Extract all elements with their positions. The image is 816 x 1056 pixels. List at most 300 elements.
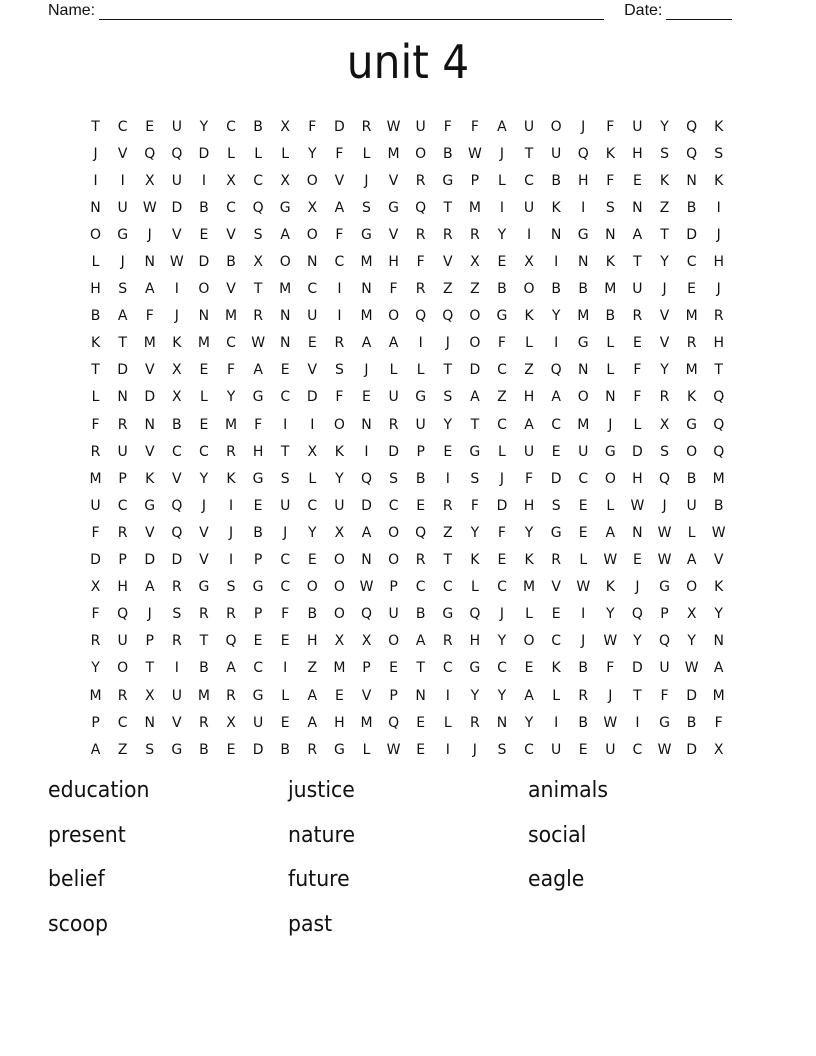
grid-cell[interactable]: E <box>497 552 507 569</box>
grid-cell[interactable]: F <box>606 660 615 677</box>
grid-cell[interactable]: D <box>306 389 318 406</box>
grid-cell[interactable]: Z <box>442 524 453 541</box>
grid-cell[interactable]: Z <box>442 281 453 298</box>
grid-cell[interactable]: Y <box>470 687 480 704</box>
grid-cell[interactable]: R <box>469 226 480 243</box>
grid-cell[interactable]: C <box>226 335 236 352</box>
grid-cell[interactable]: J <box>364 362 369 379</box>
grid-cell[interactable]: I <box>716 199 721 216</box>
grid-cell[interactable]: U <box>686 497 697 514</box>
grid-cell[interactable]: E <box>497 254 507 271</box>
grid-cell[interactable]: D <box>686 741 697 758</box>
grid-cell[interactable]: G <box>577 335 589 352</box>
grid-cell[interactable]: M <box>224 308 238 325</box>
grid-cell[interactable]: T <box>443 552 453 569</box>
grid-cell[interactable]: G <box>659 579 670 596</box>
grid-cell[interactable]: J <box>608 416 613 433</box>
grid-cell[interactable]: N <box>90 199 101 216</box>
grid-cell[interactable]: I <box>337 281 342 298</box>
grid-cell[interactable]: K <box>605 145 615 162</box>
grid-cell[interactable]: E <box>632 552 642 569</box>
grid-cell[interactable]: E <box>416 714 426 731</box>
grid-cell[interactable]: E <box>416 741 426 758</box>
grid-cell[interactable]: X <box>172 362 182 379</box>
grid-cell[interactable]: J <box>581 118 586 135</box>
grid-cell[interactable]: X <box>470 254 480 271</box>
grid-cell[interactable]: R <box>199 714 209 731</box>
grid-cell[interactable]: A <box>713 660 724 677</box>
grid-cell[interactable]: J <box>635 579 640 596</box>
grid-cell[interactable]: A <box>361 335 372 352</box>
grid-cell[interactable]: D <box>632 660 643 677</box>
grid-cell[interactable]: H <box>252 443 264 460</box>
grid-cell[interactable]: M <box>360 308 373 325</box>
grid-cell[interactable]: X <box>144 687 155 704</box>
grid-cell[interactable]: V <box>199 552 209 569</box>
grid-cell[interactable]: N <box>605 389 616 406</box>
grid-cell[interactable]: B <box>686 470 697 487</box>
grid-cell[interactable]: T <box>118 335 127 352</box>
grid-cell[interactable]: N <box>198 308 210 325</box>
grid-cell[interactable]: J <box>364 172 369 189</box>
grid-cell[interactable]: T <box>416 660 425 677</box>
grid-cell[interactable]: I <box>228 497 234 514</box>
grid-cell[interactable]: C <box>497 362 507 379</box>
grid-cell[interactable]: Q <box>686 118 698 135</box>
grid-cell[interactable]: P <box>389 687 398 704</box>
grid-cell[interactable]: R <box>253 308 263 325</box>
grid-cell[interactable]: S <box>118 281 128 298</box>
grid-cell[interactable]: M <box>197 335 210 352</box>
grid-cell[interactable]: G <box>496 308 508 325</box>
grid-cell[interactable]: Q <box>225 633 237 650</box>
grid-cell[interactable]: S <box>145 741 155 758</box>
grid-cell[interactable]: R <box>686 335 697 352</box>
grid-cell[interactable]: U <box>307 308 318 325</box>
grid-cell[interactable]: S <box>660 443 669 460</box>
grid-cell[interactable]: A <box>253 362 263 379</box>
grid-cell[interactable]: C <box>524 741 534 758</box>
grid-cell[interactable]: J <box>201 497 206 514</box>
grid-cell[interactable]: V <box>551 579 561 596</box>
grid-cell[interactable]: W <box>603 633 618 650</box>
grid-cell[interactable]: L <box>362 741 371 758</box>
grid-cell[interactable]: A <box>307 714 318 731</box>
grid-cell[interactable]: V <box>442 254 453 271</box>
grid-cell[interactable]: L <box>91 254 100 271</box>
grid-cell[interactable]: F <box>443 118 452 135</box>
grid-cell[interactable]: A <box>144 579 155 596</box>
grid-cell[interactable]: Y <box>524 714 534 731</box>
grid-cell[interactable]: Z <box>117 741 128 758</box>
grid-cell[interactable]: G <box>469 443 481 460</box>
grid-cell[interactable]: J <box>445 335 450 352</box>
grid-cell[interactable]: I <box>418 335 423 352</box>
grid-cell[interactable]: V <box>388 226 399 243</box>
grid-cell[interactable]: A <box>470 389 480 406</box>
grid-cell[interactable]: R <box>117 524 128 541</box>
grid-cell[interactable]: X <box>307 443 318 460</box>
grid-cell[interactable]: R <box>442 497 453 514</box>
grid-cell[interactable]: D <box>388 443 399 460</box>
grid-cell[interactable]: U <box>388 606 399 623</box>
grid-cell[interactable]: A <box>415 633 426 650</box>
grid-cell[interactable]: N <box>307 254 318 271</box>
grid-cell[interactable]: R <box>226 687 236 704</box>
grid-cell[interactable]: C <box>551 416 562 433</box>
grid-cell[interactable]: V <box>144 524 155 541</box>
grid-cell[interactable]: M <box>577 416 590 433</box>
grid-cell[interactable]: F <box>91 524 100 541</box>
grid-cell[interactable]: D <box>144 552 156 569</box>
grid-cell[interactable]: L <box>281 687 290 704</box>
grid-cell[interactable]: U <box>117 633 128 650</box>
grid-cell[interactable]: L <box>579 552 588 569</box>
grid-cell[interactable]: C <box>442 579 453 596</box>
grid-cell[interactable]: K <box>714 118 724 135</box>
grid-cell[interactable]: N <box>279 308 291 325</box>
grid-cell[interactable]: C <box>497 579 507 596</box>
grid-cell[interactable]: O <box>415 145 427 162</box>
grid-cell[interactable]: A <box>524 416 534 433</box>
grid-cell[interactable]: E <box>389 660 398 677</box>
grid-cell[interactable]: G <box>686 416 698 433</box>
grid-cell[interactable]: A <box>280 226 290 243</box>
grid-cell[interactable]: J <box>662 497 667 514</box>
grid-cell[interactable]: M <box>333 660 346 677</box>
grid-cell[interactable]: F <box>335 389 344 406</box>
grid-cell[interactable]: V <box>659 308 670 325</box>
grid-cell[interactable]: P <box>91 714 100 731</box>
grid-cell[interactable]: C <box>226 118 236 135</box>
grid-cell[interactable]: V <box>226 281 236 298</box>
grid-cell[interactable]: R <box>415 226 426 243</box>
grid-cell[interactable]: U <box>415 416 426 433</box>
grid-cell[interactable]: K <box>605 579 615 596</box>
grid-cell[interactable]: H <box>469 633 481 650</box>
grid-cell[interactable]: E <box>551 443 561 460</box>
grid-cell[interactable]: C <box>117 714 128 731</box>
grid-cell[interactable]: G <box>198 579 210 596</box>
grid-cell[interactable]: U <box>334 497 345 514</box>
grid-cell[interactable]: U <box>523 118 535 135</box>
grid-cell[interactable]: C <box>334 254 345 271</box>
grid-cell[interactable]: X <box>144 172 155 189</box>
grid-cell[interactable]: J <box>472 741 477 758</box>
grid-cell[interactable]: R <box>226 606 236 623</box>
grid-cell[interactable]: C <box>415 579 426 596</box>
grid-cell[interactable]: R <box>171 579 182 596</box>
grid-cell[interactable]: O <box>117 660 129 677</box>
grid-cell[interactable]: B <box>551 172 561 189</box>
grid-cell[interactable]: W <box>359 579 374 596</box>
grid-cell[interactable]: A <box>144 281 155 298</box>
grid-cell[interactable]: E <box>632 172 642 189</box>
grid-cell[interactable]: O <box>333 579 345 596</box>
grid-cell[interactable]: T <box>660 226 669 243</box>
grid-cell[interactable]: J <box>581 633 586 650</box>
grid-cell[interactable]: V <box>361 687 372 704</box>
grid-cell[interactable]: A <box>686 552 697 569</box>
grid-cell[interactable]: K <box>172 335 182 352</box>
grid-cell[interactable]: D <box>686 687 697 704</box>
grid-cell[interactable]: N <box>686 172 697 189</box>
grid-cell[interactable]: F <box>497 524 506 541</box>
grid-cell[interactable]: Y <box>524 524 534 541</box>
grid-cell[interactable]: W <box>603 552 618 569</box>
grid-cell[interactable]: G <box>361 226 372 243</box>
grid-cell[interactable]: Q <box>659 470 671 487</box>
grid-cell[interactable]: I <box>635 714 640 731</box>
grid-cell[interactable]: Q <box>713 389 725 406</box>
grid-cell[interactable]: Q <box>631 606 643 623</box>
grid-cell[interactable]: Q <box>415 524 427 541</box>
grid-cell[interactable]: E <box>551 606 561 623</box>
grid-cell[interactable]: A <box>117 308 128 325</box>
grid-cell[interactable]: M <box>604 281 617 298</box>
grid-cell[interactable]: O <box>550 118 562 135</box>
grid-cell[interactable]: P <box>470 172 480 189</box>
grid-cell[interactable]: V <box>659 335 670 352</box>
grid-cell[interactable]: Y <box>687 633 696 650</box>
grid-cell[interactable]: S <box>362 199 371 216</box>
grid-cell[interactable]: S <box>497 741 507 758</box>
grid-cell[interactable]: S <box>660 145 669 162</box>
grid-cell[interactable]: U <box>171 118 182 135</box>
grid-cell[interactable]: V <box>144 362 155 379</box>
grid-cell[interactable]: I <box>310 416 315 433</box>
grid-cell[interactable]: W <box>576 579 591 596</box>
grid-cell[interactable]: J <box>499 145 505 162</box>
grid-cell[interactable]: T <box>470 416 480 433</box>
grid-cell[interactable]: B <box>172 416 182 433</box>
grid-cell[interactable]: N <box>632 524 643 541</box>
grid-cell[interactable]: J <box>716 281 721 298</box>
grid-cell[interactable]: A <box>524 687 534 704</box>
grid-cell[interactable]: R <box>713 308 724 325</box>
grid-cell[interactable]: C <box>524 172 534 189</box>
grid-cell[interactable]: D <box>198 254 210 271</box>
grid-cell[interactable]: K <box>90 335 101 352</box>
grid-cell[interactable]: H <box>90 281 101 298</box>
grid-cell[interactable]: J <box>716 226 721 243</box>
grid-cell[interactable]: K <box>605 254 615 271</box>
grid-cell[interactable]: A <box>388 335 399 352</box>
grid-cell[interactable]: J <box>147 606 152 623</box>
grid-cell[interactable]: J <box>499 606 505 623</box>
grid-cell[interactable]: X <box>226 172 236 189</box>
grid-cell[interactable]: R <box>551 552 561 569</box>
grid-cell[interactable]: B <box>442 145 453 162</box>
grid-cell[interactable]: C <box>497 660 507 677</box>
grid-cell[interactable]: F <box>660 687 669 704</box>
grid-cell[interactable]: R <box>415 552 426 569</box>
grid-cell[interactable]: Z <box>470 281 480 298</box>
grid-cell[interactable]: Y <box>226 389 236 406</box>
grid-cell[interactable]: F <box>525 470 534 487</box>
grid-cell[interactable]: I <box>228 552 234 569</box>
grid-cell[interactable]: R <box>659 389 670 406</box>
grid-cell[interactable]: Q <box>415 199 427 216</box>
grid-cell[interactable]: P <box>118 470 127 487</box>
grid-cell[interactable]: C <box>578 470 589 487</box>
grid-cell[interactable]: G <box>604 443 616 460</box>
grid-cell[interactable]: M <box>712 470 725 487</box>
grid-cell[interactable]: K <box>334 443 344 460</box>
grid-cell[interactable]: Q <box>171 145 183 162</box>
grid-cell[interactable]: A <box>497 118 507 135</box>
grid-cell[interactable]: U <box>415 118 426 135</box>
grid-cell[interactable]: D <box>334 118 345 135</box>
grid-cell[interactable]: Z <box>524 362 534 379</box>
grid-cell[interactable]: P <box>118 552 127 569</box>
grid-cell[interactable]: Q <box>144 145 156 162</box>
grid-cell[interactable]: F <box>335 145 344 162</box>
grid-cell[interactable]: U <box>280 497 291 514</box>
grid-cell[interactable]: E <box>253 497 263 514</box>
grid-cell[interactable]: X <box>90 579 101 596</box>
grid-cell[interactable]: I <box>554 254 559 271</box>
grid-cell[interactable]: Y <box>470 524 480 541</box>
grid-cell[interactable]: Z <box>497 389 507 406</box>
grid-cell[interactable]: L <box>443 714 452 731</box>
grid-cell[interactable]: W <box>711 524 726 541</box>
grid-cell[interactable]: T <box>633 254 642 271</box>
grid-cell[interactable]: W <box>251 335 266 352</box>
grid-cell[interactable]: C <box>280 389 291 406</box>
grid-cell[interactable]: R <box>442 226 453 243</box>
grid-cell[interactable]: O <box>90 226 102 243</box>
grid-cell[interactable]: N <box>361 416 372 433</box>
grid-cell[interactable]: A <box>361 524 372 541</box>
grid-cell[interactable]: I <box>445 470 450 487</box>
grid-cell[interactable]: G <box>415 389 427 406</box>
grid-cell[interactable]: C <box>253 660 263 677</box>
grid-cell[interactable]: C <box>199 443 209 460</box>
grid-cell[interactable]: T <box>199 633 209 650</box>
grid-cell[interactable]: M <box>360 714 373 731</box>
grid-cell[interactable]: R <box>117 687 128 704</box>
grid-cell[interactable]: O <box>388 633 400 650</box>
grid-cell[interactable]: O <box>306 226 318 243</box>
grid-cell[interactable]: L <box>525 335 533 352</box>
grid-cell[interactable]: U <box>578 443 589 460</box>
grid-cell[interactable]: D <box>252 741 264 758</box>
grid-cell[interactable]: Q <box>442 308 454 325</box>
grid-cell[interactable]: T <box>280 443 290 460</box>
grid-cell[interactable]: F <box>633 389 642 406</box>
grid-cell[interactable]: M <box>577 308 590 325</box>
grid-cell[interactable]: H <box>117 579 128 596</box>
grid-cell[interactable]: Y <box>551 308 561 325</box>
grid-cell[interactable]: E <box>362 389 371 406</box>
grid-cell[interactable]: Y <box>633 633 642 650</box>
grid-cell[interactable]: R <box>415 281 426 298</box>
grid-cell[interactable]: Q <box>171 524 183 541</box>
grid-cell[interactable]: K <box>687 389 697 406</box>
grid-cell[interactable]: B <box>578 714 589 731</box>
grid-cell[interactable]: K <box>524 552 534 569</box>
grid-cell[interactable]: C <box>632 741 643 758</box>
grid-cell[interactable]: B <box>199 199 209 216</box>
grid-cell[interactable]: E <box>578 524 588 541</box>
grid-cell[interactable]: X <box>253 254 263 271</box>
grid-cell[interactable]: K <box>551 199 561 216</box>
grid-cell[interactable]: M <box>197 687 210 704</box>
grid-cell[interactable]: F <box>606 172 615 189</box>
grid-cell[interactable]: U <box>523 199 535 216</box>
grid-cell[interactable]: V <box>307 362 318 379</box>
grid-cell[interactable]: Q <box>577 145 589 162</box>
grid-cell[interactable]: E <box>334 687 344 704</box>
grid-cell[interactable]: V <box>334 172 345 189</box>
grid-cell[interactable]: L <box>687 524 696 541</box>
grid-cell[interactable]: B <box>415 606 426 623</box>
grid-cell[interactable]: J <box>283 524 288 541</box>
grid-cell[interactable]: E <box>307 552 317 569</box>
grid-cell[interactable]: A <box>632 226 643 243</box>
grid-cell[interactable]: B <box>686 199 697 216</box>
grid-cell[interactable]: Y <box>660 362 669 379</box>
grid-cell[interactable]: K <box>470 552 480 569</box>
grid-cell[interactable]: C <box>497 416 507 433</box>
grid-cell[interactable]: V <box>117 145 128 162</box>
grid-cell[interactable]: F <box>308 118 317 135</box>
grid-cell[interactable]: U <box>388 389 399 406</box>
grid-cell[interactable]: W <box>467 145 482 162</box>
grid-cell[interactable]: Y <box>443 416 453 433</box>
grid-cell[interactable]: D <box>171 199 183 216</box>
grid-cell[interactable]: E <box>280 633 290 650</box>
grid-cell[interactable]: F <box>633 362 642 379</box>
grid-cell[interactable]: U <box>117 199 128 216</box>
grid-cell[interactable]: Q <box>171 497 183 514</box>
grid-cell[interactable]: S <box>253 226 263 243</box>
grid-cell[interactable]: B <box>226 254 236 271</box>
grid-cell[interactable]: S <box>605 199 615 216</box>
grid-cell[interactable]: E <box>687 281 697 298</box>
grid-cell[interactable]: I <box>499 199 505 216</box>
grid-cell[interactable]: O <box>686 443 698 460</box>
grid-cell[interactable]: C <box>551 633 562 650</box>
grid-cell[interactable]: G <box>252 687 264 704</box>
grid-cell[interactable]: G <box>144 497 156 514</box>
grid-cell[interactable]: K <box>551 660 561 677</box>
grid-cell[interactable]: X <box>307 199 318 216</box>
grid-cell[interactable]: P <box>253 552 263 569</box>
grid-cell[interactable]: B <box>605 308 616 325</box>
grid-cell[interactable]: Y <box>308 524 317 541</box>
grid-cell[interactable]: N <box>415 687 426 704</box>
grid-cell[interactable]: J <box>499 470 505 487</box>
grid-cell[interactable]: X <box>686 606 697 623</box>
grid-cell[interactable]: Q <box>252 199 264 216</box>
grid-cell[interactable]: W <box>386 118 401 135</box>
grid-cell[interactable]: N <box>550 226 562 243</box>
grid-cell[interactable]: L <box>416 362 425 379</box>
grid-cell[interactable]: K <box>226 470 236 487</box>
grid-cell[interactable]: C <box>171 443 182 460</box>
grid-cell[interactable]: L <box>606 497 615 514</box>
grid-cell[interactable]: C <box>388 497 399 514</box>
grid-cell[interactable]: I <box>174 660 179 677</box>
grid-cell[interactable]: Q <box>469 606 481 623</box>
grid-cell[interactable]: K <box>145 470 155 487</box>
grid-cell[interactable]: T <box>443 199 453 216</box>
grid-cell[interactable]: I <box>283 660 288 677</box>
grid-cell[interactable]: O <box>333 416 345 433</box>
grid-cell[interactable]: D <box>686 226 697 243</box>
